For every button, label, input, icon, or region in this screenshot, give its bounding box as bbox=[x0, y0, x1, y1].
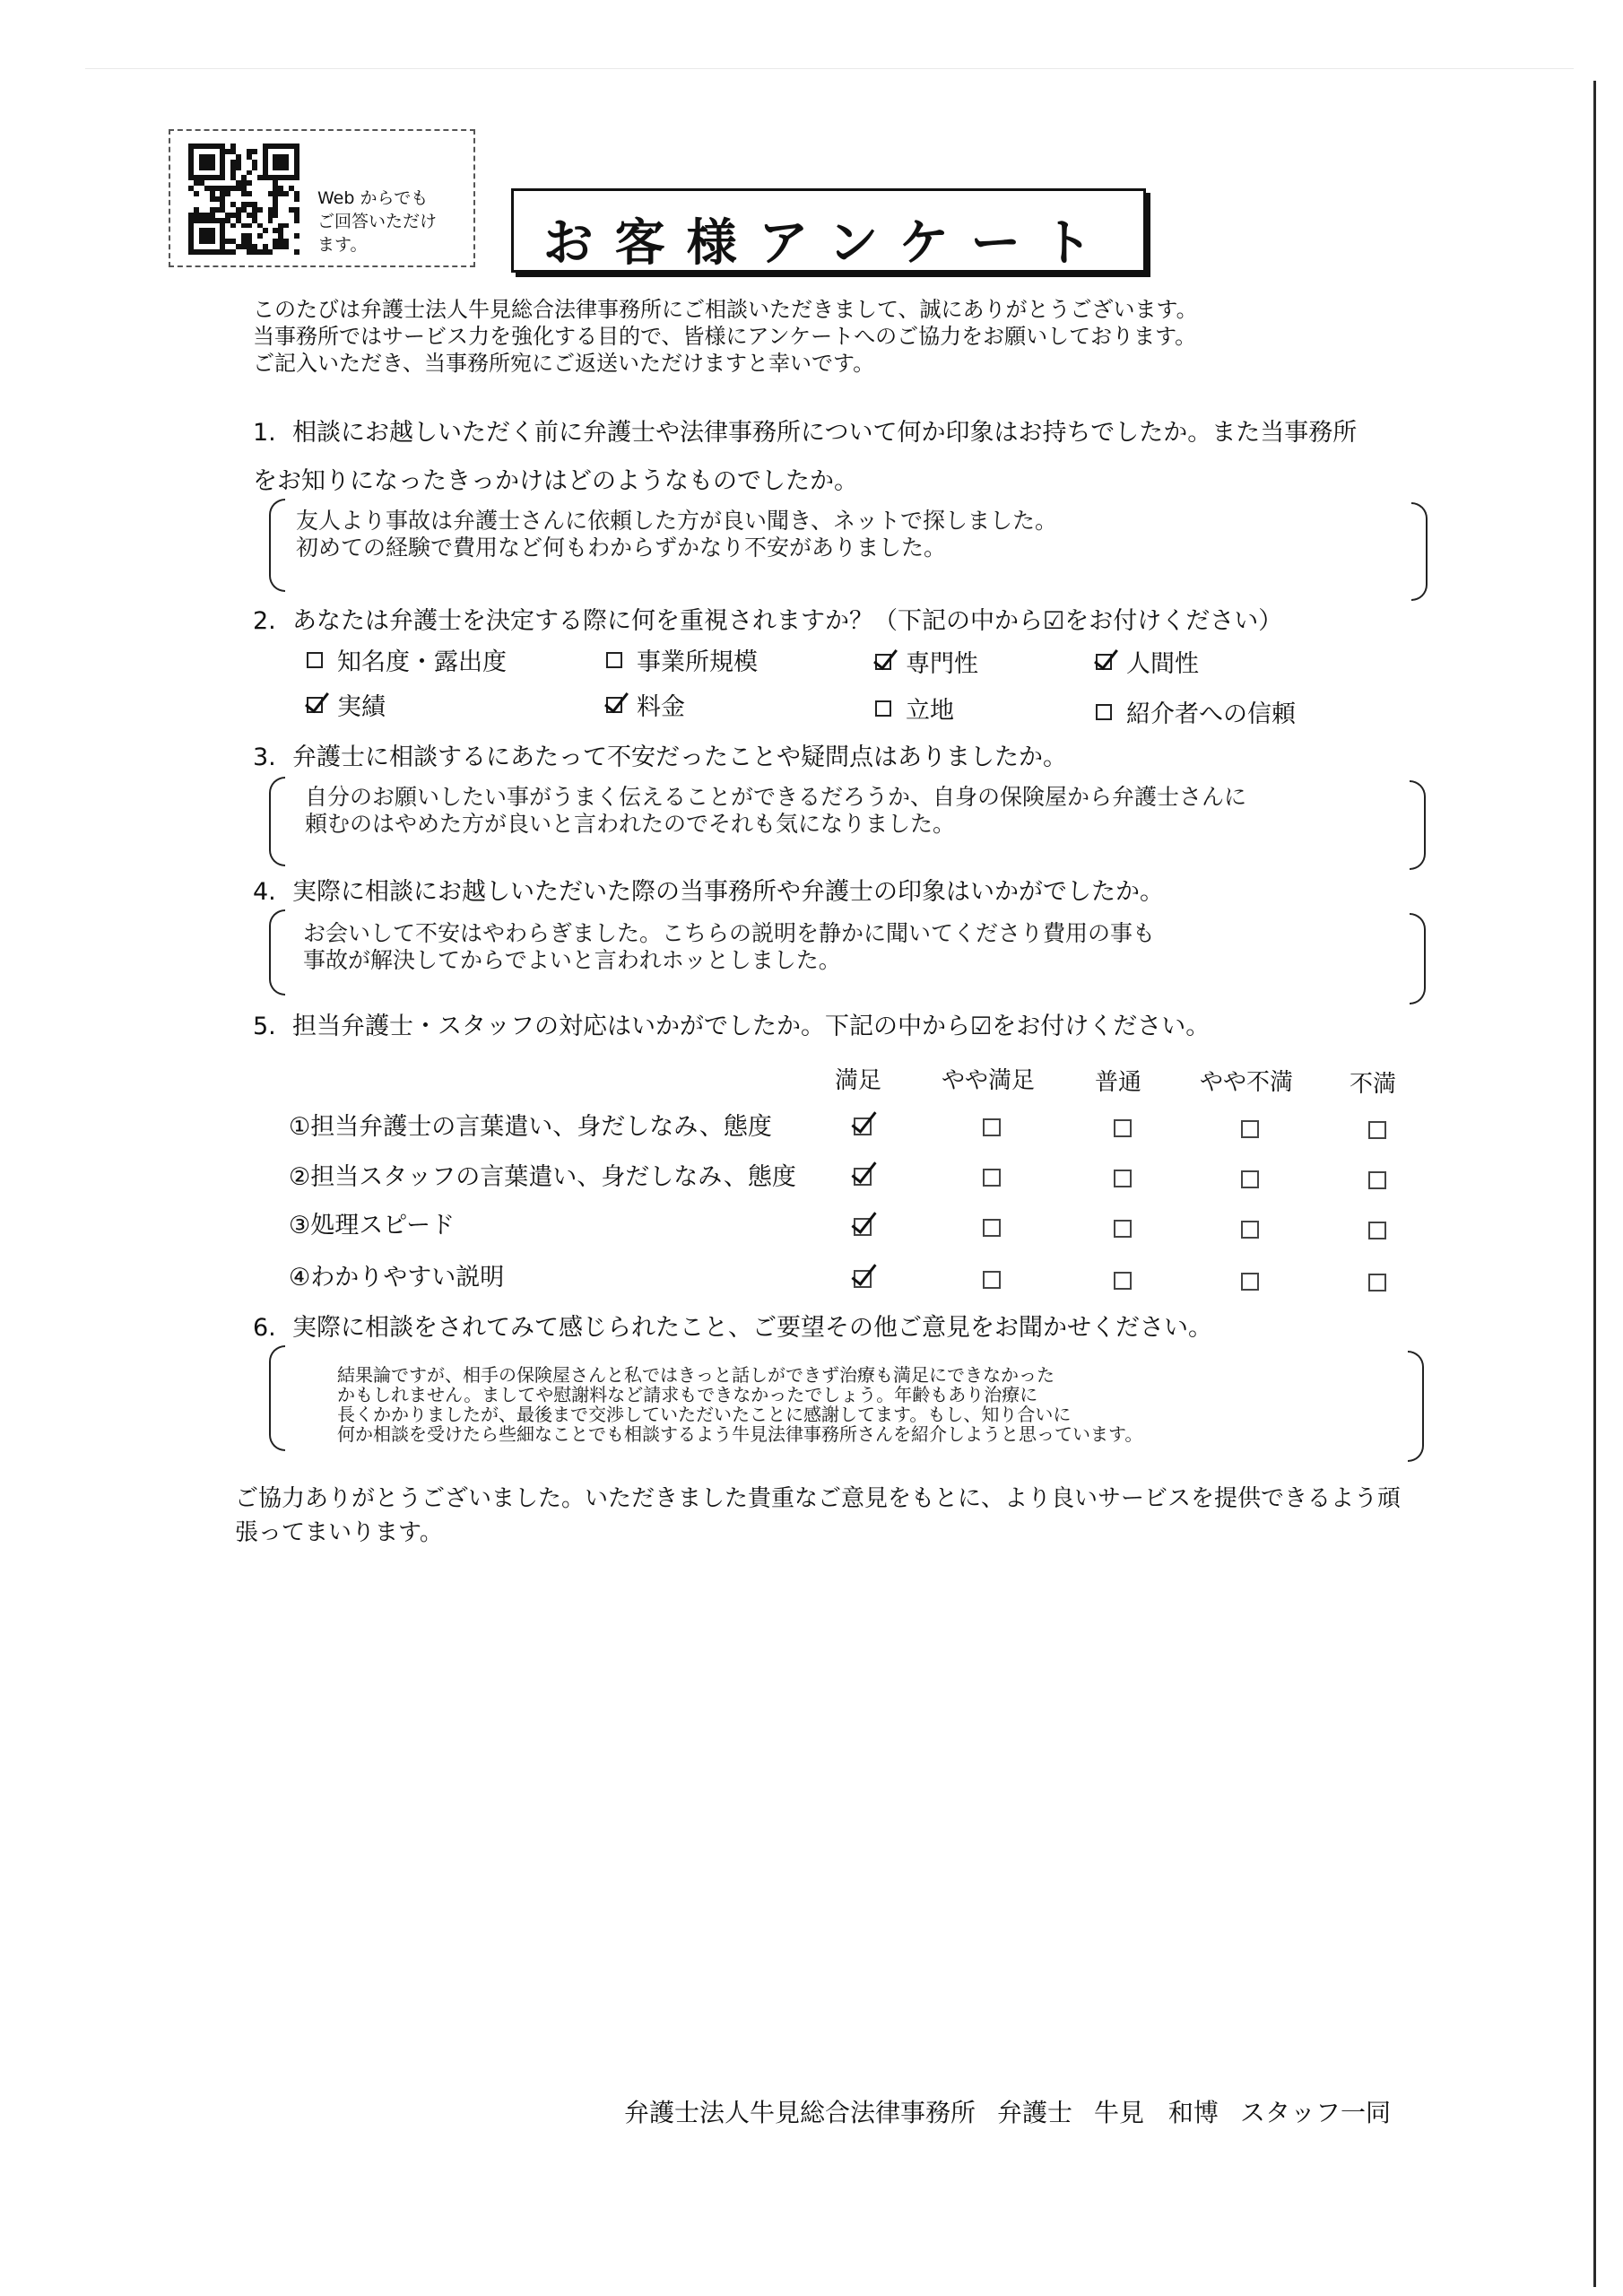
answer-bracket-left bbox=[269, 909, 285, 996]
answer-bracket-right bbox=[1410, 913, 1426, 1004]
rating-checkbox[interactable] bbox=[1368, 1222, 1386, 1239]
answer-bracket-left bbox=[269, 1345, 285, 1451]
option-label: 料金 bbox=[637, 693, 685, 721]
question-number: 1. bbox=[253, 419, 276, 447]
checkbox-checked[interactable] bbox=[875, 654, 891, 670]
option-label: 知名度・露出度 bbox=[337, 648, 507, 676]
option-expertise[interactable] bbox=[875, 644, 978, 679]
rating-checkbox[interactable] bbox=[1241, 1170, 1259, 1188]
option-fame[interactable] bbox=[307, 642, 507, 677]
rating-row-label: ④わかりやすい説明 bbox=[289, 1264, 505, 1292]
answer-bracket-left bbox=[269, 499, 285, 592]
option-character[interactable] bbox=[1096, 644, 1199, 679]
checkbox[interactable] bbox=[307, 652, 323, 668]
intro-line: このたびは弁護士法人牛見総合法律事務所にご相談いただきまして、誠にありがとうございます。 bbox=[253, 297, 1198, 322]
staff-signoff: スタッフ一同 bbox=[1239, 2098, 1391, 2127]
answer-bracket-right bbox=[1411, 502, 1428, 601]
column-header-somewhat-dissatisfied: やや不満 bbox=[1199, 1069, 1294, 1096]
question-2 bbox=[253, 601, 1282, 636]
answer-line: 自分のお願いしたい事がうまく伝えることができるだろうか、自身の保険屋から弁護士さんに bbox=[305, 784, 1247, 810]
option-track-record[interactable] bbox=[307, 687, 386, 722]
rating-checkbox[interactable] bbox=[1241, 1120, 1259, 1138]
answer-q1[interactable] bbox=[296, 508, 1057, 561]
option-label: 専門性 bbox=[906, 650, 978, 678]
rating-checkbox[interactable] bbox=[1368, 1171, 1386, 1189]
scan-edge-right bbox=[1593, 81, 1596, 2287]
rating-checkbox[interactable] bbox=[983, 1118, 1001, 1136]
question-number: 4. bbox=[253, 878, 276, 906]
answer-q3[interactable] bbox=[305, 784, 1246, 838]
answer-q4[interactable] bbox=[303, 920, 1155, 974]
answer-line: 何か相談を受けたら些細なことでも相談するよう牛見法律事務所さんを紹介しようと思っています。 bbox=[337, 1423, 1143, 1445]
qr-code-icon[interactable] bbox=[188, 144, 299, 255]
answer-bracket-right bbox=[1410, 780, 1426, 870]
column-header-neutral: 普通 bbox=[1094, 1069, 1142, 1096]
option-fee[interactable] bbox=[606, 687, 685, 722]
closing-message: ご協力ありがとうございました。いただきました貴重なご意見をもとに、より良いサービスを提供できるよう頑張ってまいります。 bbox=[235, 1485, 1402, 1546]
rating-checkbox[interactable] bbox=[1114, 1220, 1132, 1238]
answer-bracket-right bbox=[1408, 1351, 1424, 1462]
question-text: 実際に相談にお越しいただいた際の当事務所や弁護士の印象はいかがでしたか。 bbox=[292, 878, 1164, 906]
question-text: 実際に相談をされてみて感じられたこと、ご要望その他ご意見をお聞かせください。 bbox=[292, 1314, 1212, 1342]
question-number: 5. bbox=[253, 1013, 276, 1040]
answer-line: 初めての経験で費用など何もわからずかなり不安がありました。 bbox=[296, 535, 947, 561]
checkbox[interactable] bbox=[606, 652, 622, 668]
rating-row-label: ③処理スピード bbox=[289, 1212, 456, 1239]
qr-note: Web からでも ご回答いただけ ます。 bbox=[317, 188, 438, 255]
option-office-size[interactable] bbox=[606, 642, 758, 677]
question-1 bbox=[253, 413, 1357, 448]
column-header-dissatisfied: 不満 bbox=[1349, 1071, 1397, 1098]
answer-line: 長くかかりましたが、最後まで交渉していただいたことに感謝してます。もし、知り合いに bbox=[337, 1404, 1072, 1425]
rating-checkbox-checked[interactable] bbox=[854, 1118, 872, 1135]
rating-checkbox[interactable] bbox=[1114, 1170, 1132, 1187]
intro-line: 当事務所ではサービス力を強化する目的で、皆様にアンケートへのご協力をお願いしております。 bbox=[253, 324, 1197, 349]
rating-row-label: ②担当スタッフの言葉遣い、身だしなみ、態度 bbox=[289, 1163, 796, 1191]
rating-checkbox-checked[interactable] bbox=[854, 1168, 872, 1186]
answer-line: 事故が解決してからでよいと言われホッとしました。 bbox=[303, 947, 841, 973]
lawyer-name: 牛見 和博 bbox=[1094, 2098, 1219, 2127]
rating-checkbox[interactable] bbox=[983, 1169, 1001, 1187]
rating-checkbox[interactable] bbox=[983, 1219, 1001, 1237]
question-3 bbox=[253, 737, 1067, 772]
rating-checkbox[interactable] bbox=[1241, 1221, 1259, 1239]
question-text: 相談にお越しいただく前に弁護士や法律事務所について何か印象はお持ちでしたか。また当事務所 bbox=[292, 419, 1358, 447]
checkbox-checked[interactable] bbox=[1096, 654, 1112, 670]
answer-line: 頼むのはやめた方が良いと言われたのでそれも気になりました。 bbox=[305, 811, 956, 837]
rating-checkbox[interactable] bbox=[1368, 1121, 1386, 1139]
answer-line: かもしれません。ましてや慰謝料など請求もできなかったでしょう。年齢もあり治療に bbox=[337, 1384, 1038, 1405]
column-header-satisfied: 満足 bbox=[834, 1067, 882, 1094]
rating-checkbox[interactable] bbox=[1114, 1119, 1132, 1137]
intro-line: ご記入いただき、当事務所宛にご返送いただけますと幸いです。 bbox=[253, 351, 875, 376]
question-number: 2. bbox=[253, 607, 276, 635]
option-label: 事業所規模 bbox=[637, 648, 758, 676]
rating-row-label: ①担当弁護士の言葉遣い、身だしなみ、態度 bbox=[289, 1113, 772, 1141]
question-4 bbox=[253, 872, 1164, 907]
question-text: あなたは弁護士を決定する際に何を重視されますか？（下記の中から☑をお付けください） bbox=[292, 607, 1283, 635]
firm-name: 弁護士法人牛見総合法律事務所 bbox=[624, 2098, 976, 2127]
question-1-line2: をお知りになったきっかけはどのようなものでしたか。 bbox=[253, 467, 858, 495]
checkbox-checked[interactable] bbox=[606, 697, 622, 713]
question-6 bbox=[253, 1308, 1212, 1343]
question-number: 6. bbox=[253, 1314, 276, 1342]
answer-bracket-left bbox=[269, 777, 285, 866]
question-text: 担当弁護士・スタッフの対応はいかがでしたか。下記の中から☑をお付けください。 bbox=[292, 1013, 1211, 1040]
rating-checkbox[interactable] bbox=[1368, 1274, 1386, 1292]
page-title: お客様アンケート bbox=[542, 214, 1115, 273]
column-header-somewhat-satisfied: やや満足 bbox=[941, 1067, 1036, 1094]
option-location[interactable] bbox=[875, 691, 954, 726]
checkbox[interactable] bbox=[875, 700, 891, 717]
question-text: 弁護士に相談するにあたって不安だったことや疑問点はありましたか。 bbox=[292, 744, 1067, 771]
intro-text bbox=[253, 296, 1198, 377]
option-label: 実績 bbox=[337, 693, 386, 721]
signature-role: 弁護士 bbox=[997, 2098, 1073, 2127]
answer-line: 友人より事故は弁護士さんに依頼した方が良い聞き、ネットで探しました。 bbox=[296, 508, 1058, 534]
option-label: 紹介者への信頼 bbox=[1126, 700, 1296, 728]
checkbox[interactable] bbox=[1096, 704, 1112, 720]
qr-code-box bbox=[169, 129, 475, 267]
option-label: 人間性 bbox=[1126, 650, 1199, 678]
checkbox-checked[interactable] bbox=[307, 697, 323, 713]
rating-checkbox[interactable] bbox=[1114, 1272, 1132, 1290]
rating-checkbox-checked[interactable] bbox=[854, 1270, 872, 1288]
question-number: 3. bbox=[253, 744, 276, 771]
question-5 bbox=[253, 1006, 1210, 1041]
answer-q6[interactable] bbox=[337, 1365, 1142, 1444]
answer-line: お会いして不安はやわらぎました。こちらの説明を静かに聞いてくださり費用の事も bbox=[303, 920, 1156, 946]
title-box bbox=[511, 188, 1146, 273]
option-referrer-trust[interactable] bbox=[1096, 694, 1296, 729]
rating-checkbox[interactable] bbox=[983, 1271, 1001, 1289]
rating-checkbox[interactable] bbox=[1241, 1273, 1259, 1291]
rating-checkbox-checked[interactable] bbox=[854, 1218, 872, 1236]
option-label: 立地 bbox=[906, 697, 954, 725]
signature bbox=[624, 2093, 1412, 2129]
answer-line: 結果論ですが、相手の保険屋さんと私ではきっと話しができず治療も満足にできなかった bbox=[337, 1364, 1055, 1386]
scan-edge-top bbox=[85, 68, 1574, 69]
